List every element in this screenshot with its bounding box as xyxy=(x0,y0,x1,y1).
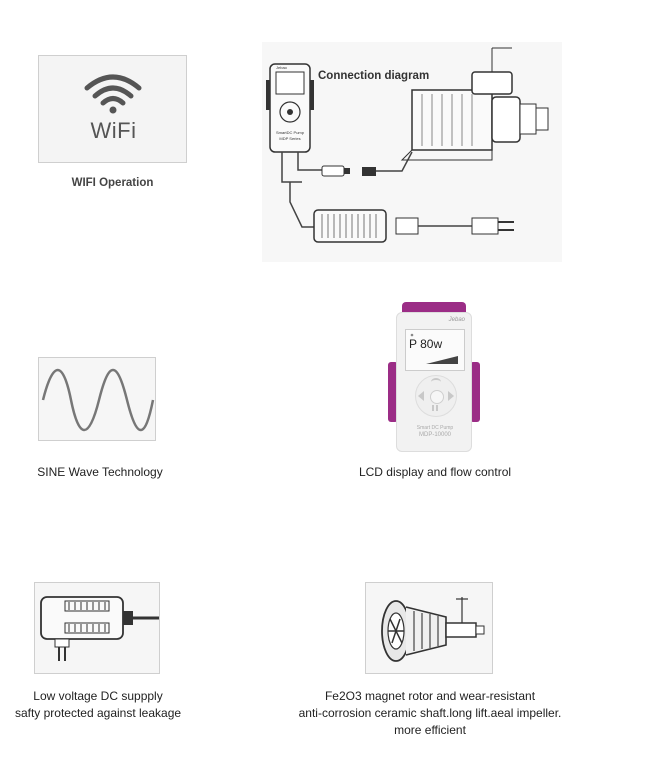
sine-panel xyxy=(38,357,156,441)
right-arrow-icon[interactable] xyxy=(448,391,454,401)
rotor-caption-line1: Fe2O3 magnet rotor and wear-resistant xyxy=(324,689,536,703)
sine-wave-icon xyxy=(39,358,157,442)
rotor-caption-line2: anti-corrosion ceramic shaft.long lift.aeal impeller. xyxy=(298,706,562,720)
power-panel xyxy=(34,582,160,674)
connection-diagram-label: Connection diagram xyxy=(318,70,430,82)
controller-brand: Jebao xyxy=(276,65,287,70)
connection-diagram xyxy=(262,42,562,262)
power-adapter-icon xyxy=(35,583,161,675)
wifi-icon xyxy=(39,56,188,164)
lcd-level-bars xyxy=(406,330,464,370)
rotor-panel xyxy=(365,582,493,674)
pause-icon[interactable] xyxy=(432,405,434,411)
lcd-brand: Jebao xyxy=(448,317,465,323)
power-caption-line2: safty protected against leakage xyxy=(14,706,182,720)
wifi-caption: WIFI Operation xyxy=(71,177,154,189)
power-caption-line1: Low voltage DC suppply xyxy=(33,689,163,703)
lcd-model-line1: Smart DC Pump xyxy=(416,425,454,431)
wifi-panel xyxy=(38,55,187,163)
rotor-icon xyxy=(366,583,494,675)
lcd-model-line2: MDP-10000 xyxy=(418,432,451,438)
rotor-caption-line3: more efficient xyxy=(394,723,466,737)
lcd-controller xyxy=(388,302,480,454)
sine-caption: SINE Wave Technology xyxy=(37,465,163,479)
wifi-small-icon[interactable] xyxy=(431,378,441,386)
controller-model-line2: MDP Series xyxy=(279,136,301,141)
lcd-screen xyxy=(405,329,465,371)
lcd-screen-value: P 80w xyxy=(409,337,443,351)
wifi-icon-text: WiFi xyxy=(90,118,137,143)
lcd-body xyxy=(396,312,472,452)
controller-model-line1: SmartDC Pump xyxy=(275,130,304,135)
left-arrow-icon[interactable] xyxy=(418,391,424,401)
center-button[interactable] xyxy=(430,390,444,404)
control-pad[interactable] xyxy=(415,375,457,417)
lcd-caption: LCD display and flow control xyxy=(358,465,512,479)
